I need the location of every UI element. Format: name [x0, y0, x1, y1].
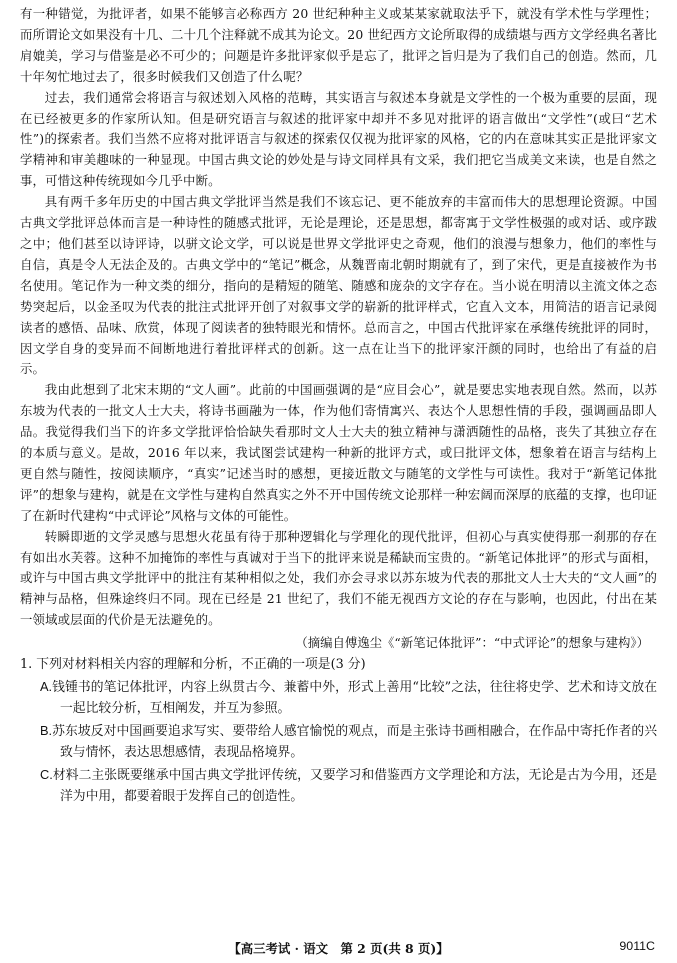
question-stem: 1. 下列对材料相关内容的理解和分析，不正确的一项是(3 分) — [20, 657, 366, 673]
option-b[interactable] — [20, 720, 657, 764]
option-letter: A. — [40, 678, 53, 694]
article-paragraph: 我由此想到了北宋末期的“文人画”。此前的中国画强调的是“应目会心”，就是要忠实地表现自然。然而，以苏东坡为代表的一批文人士大夫，将诗书画融为一体，作为他们寄情寓兴、表达个人思想性情的手段，强调画品即人品。我觉得我们当下的许多文学批评恰恰缺失看那时文人士大夫的独立精神与潇洒随性的品格，丧失了其独立存在的本质与意义。是故，2016 年以来，我试图尝试建构一种新的批评方式，或曰批评文体，想象着在语言与结构上更自然与随性，按阅读顺序，“真实”记述当时的感想，更接近散文与随笔的文学性与可读性。我对于“新笔记体批评”的想象与建构，就是在文学性与建构自然真实之外不开中国传统文论那样一种宏阔而深厚的底蕴的支撑，也印证了在新时代建构“中式评论”风格与文体的可能性。 — [20, 382, 657, 523]
option-a[interactable] — [20, 676, 657, 720]
option-text: 苏东坡反对中国画要追求写实、要带给人感官愉悦的观点，而是主张诗书画相融合，在作品中寄托作者的兴致与情怀，表达思想感情，表现品格境界。 — [52, 723, 657, 761]
page-footer — [0, 939, 677, 957]
exam-code: 9011C — [619, 939, 655, 953]
option-c[interactable] — [20, 764, 657, 808]
article-source: （摘编自傅逸尘《“新笔记体批评”：“中式评论”的想象与建构》） — [295, 635, 649, 651]
article-paragraph: 有一种错觉，为批评者，如果不能够言必称西方 20 世纪种种主义或某某家就取法乎下，就没有学术性与学理性；而所谓论文如果没有十几、二十几个注释就不成其为论文。20 世纪西方文论所取得的成绩堪与西方文学经典名著比肩媲美，学习与借鉴是必不可少的；问题是许多批评家似乎是忘了，批评之旨归是为了我们自己的创造。然而，几十年匆忙地过去了，很多时候我们又创造了什么呢？ — [20, 6, 657, 84]
article-paragraph: 具有两千多年历史的中国古典文学批评当然是我们不该忘记、更不能放弃的丰富而伟大的思想理论资源。中国古典文学批评总体而言是一种诗性的随感式批评，无论是理论，还是思想，都寄寓于文学性极强的或对话、或序跋之中；他们甚至以诗评诗，以骈文论文学，可以说是世界文学批评史之奇观，他们的浪漫与想象力，他们的率性与自信，真是令人无法企及的。古典文学中的“笔记”概念，从魏晋南北朝时期就有了，到了宋代，更是直接被作为书名使用。笔记作为一种文类的细分，指向的是精短的随笔、随感和庞杂的文字存在。当小说在明清以主流文体之态势突起后，以金圣叹为代表的批注式批评开创了对叙事文学的崭新的批评样式，它直入文本，用简洁的语言记录阅读者的感悟、品味、欣赏，体现了阅读者的独特眼光和情怀。总而言之，中国古代批评家在承继传统批评的同时，因文学自身的变异而不间断地进行着批评样式的创新。这一点在让当下的批评家汗颜的同时，也给出了有益的启示。 — [20, 194, 657, 377]
option-letter: B. — [40, 722, 53, 738]
option-text: 钱锺书的笔记体批评，内容上纵贯古今、兼蓄中外，形式上善用“比较”之法，往往将史学、艺术和诗文放在一起比较分析，互相阐发，并互为参照。 — [52, 679, 657, 717]
option-text: 材料二主张既要继承中国古典文学批评传统，又要学习和借鉴西方文学理论和方法，无论是古为今用，还是洋为中用，都要着眼于发挥自己的创造性。 — [52, 767, 657, 805]
article — [20, 4, 657, 654]
page-footer-title: 【高三考试 · 语文 第 2 页(共 8 页)】 — [228, 941, 449, 956]
question-block — [20, 654, 657, 808]
option-letter: C. — [40, 766, 53, 782]
article-paragraph: 过去，我们通常会将语言与叙述划入风格的范畴，其实语言与叙述本身就是文学性的一个极为重要的层面，现在已经被更多的作家所认知。但是研究语言与叙述的批评家中却并不多见对批评的语言做出“文学性”(或曰“艺术性”)的探索者。我们当然不应将对批评语言与叙述的探索仅仅视为批评家的风格，它的内在意味其实正是批评家文学精神和审美趣味的一种显现。中国古典文论的妙处是与诗文同样具有文采，我们把它当成美文来读，也是自然之事，可惜这种传统现如今几乎中断。 — [20, 89, 657, 189]
article-paragraph: 转瞬即逝的文学灵感与思想火花虽有待于那种逻辑化与学理化的现代批评，但初心与真实使得那一刹那的存在有如出水芙蓉。这种不加掩饰的率性与真诚对于当下的批评来说是稀缺而宝贵的。“新笔记体批评”的形式与面相，或许与中国古典文学批评中的批注有某种相似之处，我们亦会寻求以苏东坡为代表的那批文人士大夫的“文人画”的精神与品格，但殊途终归不同。现在已经是 21 世纪了，我们不能无视西方文论的存在与影响，也因此，付出在某一领域或层面的代价是无法避免的。 — [20, 528, 657, 628]
